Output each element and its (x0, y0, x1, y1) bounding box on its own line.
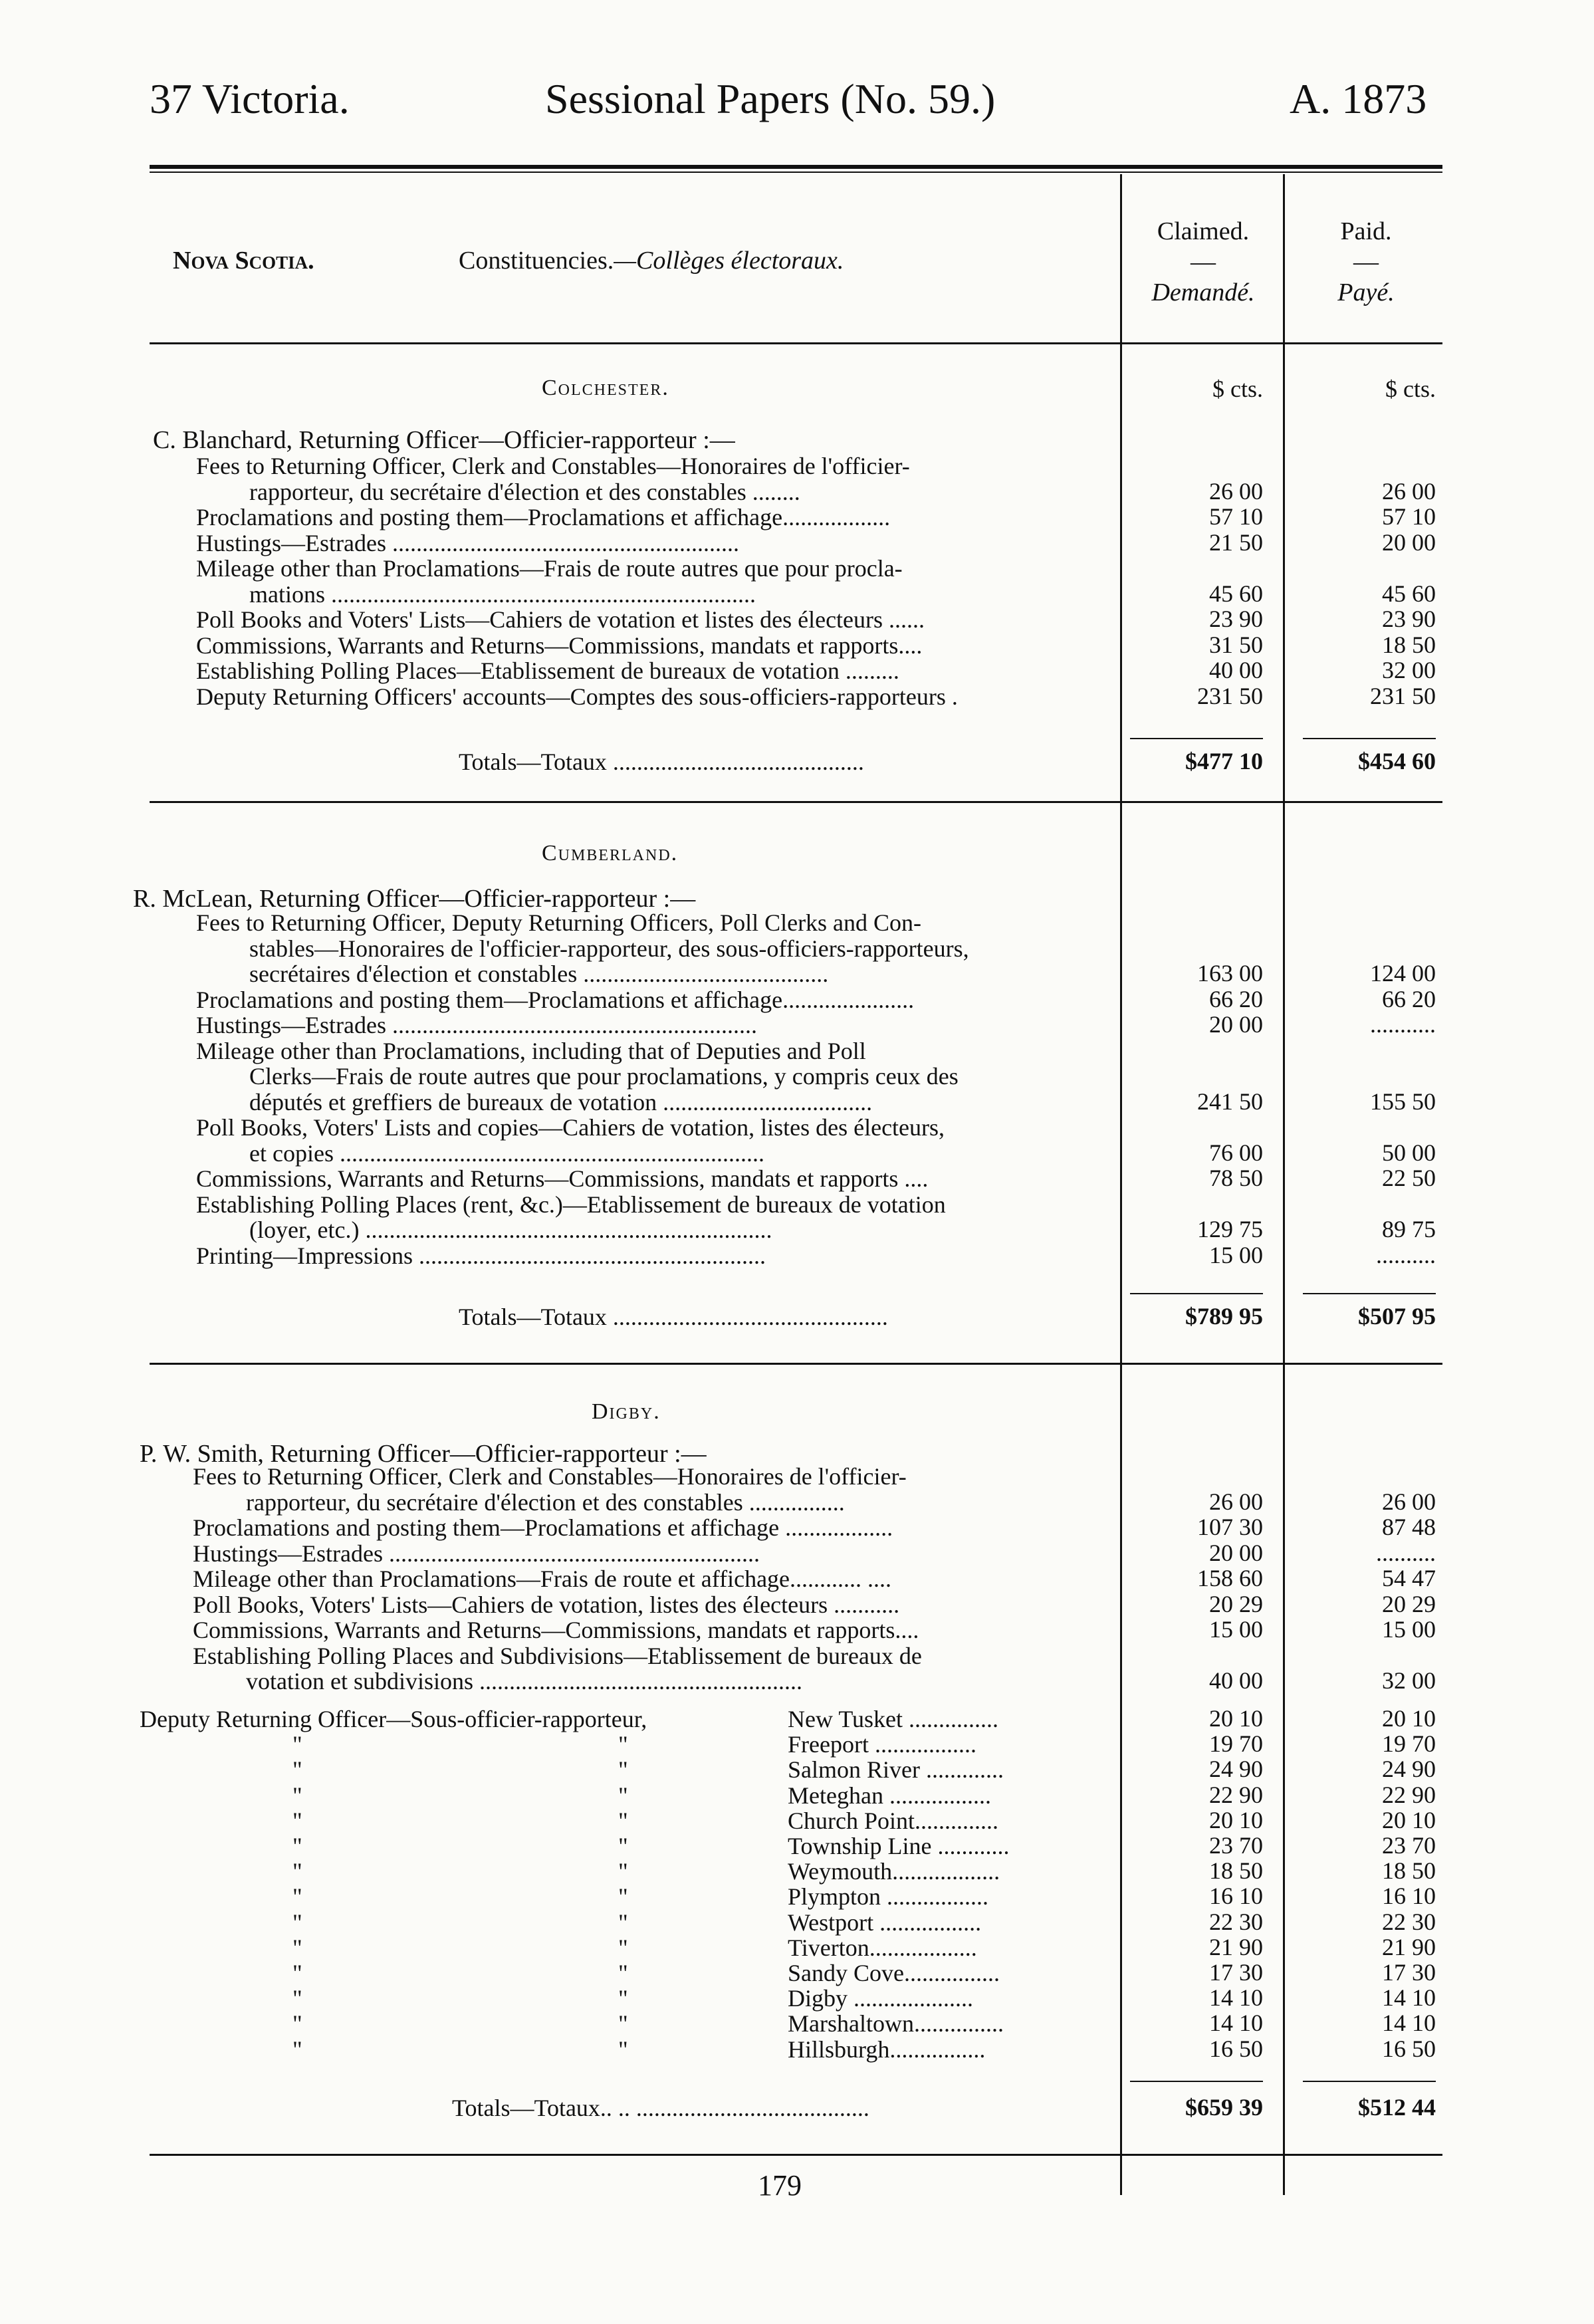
ditto-mark: " (618, 2010, 628, 2037)
deputy-claimed-amount: 16 50 (1209, 2035, 1263, 2062)
deputy-paid-amount: 23 70 (1382, 1832, 1436, 1859)
digby-item-text: Proclamations and posting them—Proclamations et affichage .................. (193, 1514, 893, 1541)
deputy-paid-amount: 20 10 (1382, 1705, 1436, 1732)
total-paid-cumberland: $507 95 (1358, 1303, 1436, 1330)
cumberland-paid-amount: 66 20 (1382, 985, 1436, 1012)
colchester-claimed-amount: 31 50 (1209, 631, 1263, 658)
ditto-mark: " (292, 1731, 302, 1758)
colchester-claimed-amount: 23 90 (1209, 606, 1263, 632)
total-claimed-colchester: $477 10 (1185, 748, 1263, 774)
total-paid-digby: $512 44 (1358, 2094, 1436, 2121)
cumberland-item-text: Fees to Returning Officer, Deputy Returning Officers, Poll Clerks and Con- (196, 909, 922, 936)
deputy-claimed-amount: 14 10 (1209, 2010, 1263, 2037)
colchester-item-text: Proclamations and posting them—Proclamations et affichage.................. (196, 504, 891, 530)
ditto-mark: " (292, 1756, 302, 1784)
deputy-claimed-amount: 18 50 (1209, 1857, 1263, 1885)
cumberland-paid-amount: 124 00 (1370, 960, 1436, 987)
cumberland-item-text: et copies ....................................................................... (249, 1139, 764, 1167)
deputy-officer-label: Deputy Returning Officer—Sous-officier-rapporteur, (140, 1706, 647, 1732)
header-title: Sessional Papers (No. 59.) (545, 75, 996, 122)
deputy-place-name: Marshaltown............... (788, 2010, 1004, 2037)
colchester-item-text: mations ....................................................................... (249, 580, 756, 608)
colchester-item-text: rapporteur, du secrétaire d'élection et des constables ........ (249, 478, 800, 505)
deputy-paid-amount: 18 50 (1382, 1857, 1436, 1885)
returning-officer-cumberland: R. McLean, Returning Officer—Officier-rapporteur :— (133, 885, 696, 913)
cumberland-item-text: Mileage other than Proclamations, including that of Deputies and Poll (196, 1037, 866, 1064)
ditto-mark: " (618, 1985, 628, 2012)
colchester-claimed-amount: 231 50 (1197, 682, 1263, 709)
cumberland-item-text: Hustings—Estrades ............................................................. (196, 1012, 757, 1038)
digby-item-text: votation et subdivisions ...................................................... (246, 1668, 802, 1694)
digby-paid-amount: 26 00 (1382, 1488, 1436, 1515)
cumberland-paid-amount: ........... (1370, 1011, 1436, 1038)
cumberland-claimed-amount: 78 50 (1209, 1165, 1263, 1191)
subtotal-rule (1303, 2081, 1436, 2082)
deputy-place-name: New Tusket ............... (788, 1706, 999, 1732)
digby-claimed-amount: 15 00 (1209, 1616, 1263, 1643)
deputy-claimed-amount: 16 10 (1209, 1883, 1263, 1910)
currency-unit-paid: $ cts. (1385, 376, 1436, 402)
ditto-mark: " (618, 2035, 628, 2063)
deputy-place-name: Tiverton.................. (788, 1934, 977, 1961)
constituencies-label: Constituencies.—Collèges électoraux. (459, 247, 844, 275)
ditto-mark: " (618, 1731, 628, 1758)
cumberland-paid-amount: 22 50 (1382, 1165, 1436, 1191)
colchester-claimed-amount: 26 00 (1209, 477, 1263, 505)
deputy-claimed-amount: 21 90 (1209, 1933, 1263, 1960)
deputy-claimed-amount: 22 30 (1209, 1908, 1263, 1935)
totals-label-colchester: Totals—Totaux .......................................... (459, 749, 864, 775)
subtotal-rule (1303, 1293, 1436, 1294)
deputy-paid-amount: 14 10 (1382, 1984, 1436, 2012)
colchester-item-text: Establishing Polling Places—Etablissement de bureaux de votation ......... (196, 657, 899, 684)
footer-rule (150, 2154, 1442, 2156)
cumberland-item-text: députés et greffiers de bureaux de votation ................................... (249, 1088, 873, 1115)
deputy-claimed-amount: 19 70 (1209, 1730, 1263, 1758)
total-claimed-digby: $659 39 (1185, 2094, 1263, 2121)
colchester-claimed-amount: 57 10 (1209, 503, 1263, 530)
colchester-paid-amount: 231 50 (1370, 682, 1436, 709)
colchester-item-text: Deputy Returning Officers' accounts—Comptes des sous-officiers-rapporteurs . (196, 683, 958, 710)
deputy-paid-amount: 17 30 (1382, 1959, 1436, 1986)
ditto-mark: " (618, 1960, 628, 1986)
colchester-claimed-amount: 21 50 (1209, 528, 1263, 556)
ditto-mark: " (618, 1909, 628, 1936)
section-title-cumberland: Cumberland. (542, 841, 679, 866)
table-header-rule (150, 342, 1442, 344)
colchester-claimed-amount: 40 00 (1209, 657, 1263, 683)
digby-paid-amount: 54 47 (1382, 1565, 1436, 1591)
ditto-mark: " (292, 1807, 302, 1834)
cumberland-item-text: Poll Books, Voters' Lists and copies—Cahiers de votation, listes des électeurs, (196, 1114, 945, 1141)
header-year: A. 1873 (1290, 75, 1427, 122)
cumberland-paid-amount: 155 50 (1370, 1088, 1436, 1115)
total-claimed-cumberland: $789 95 (1185, 1303, 1263, 1330)
deputy-place-name: Salmon River ............. (788, 1756, 1004, 1784)
deputy-place-name: Meteghan ................. (788, 1782, 991, 1809)
currency-unit-claimed: $ cts. (1212, 376, 1263, 402)
cumberland-claimed-amount: 66 20 (1209, 985, 1263, 1012)
cumberland-item-text: Clerks—Frais de route autres que pour proclamations, y compris ceux des (249, 1063, 959, 1090)
deputy-place-name: Sandy Cove................ (788, 1960, 1000, 1986)
column-divider-right (1283, 174, 1285, 2195)
digby-claimed-amount: 26 00 (1209, 1488, 1263, 1515)
colchester-paid-amount: 32 00 (1382, 657, 1436, 683)
section-rule (150, 1363, 1442, 1365)
cumberland-paid-amount: .......... (1376, 1241, 1436, 1268)
cumberland-claimed-amount: 241 50 (1197, 1088, 1263, 1115)
digby-paid-amount: 32 00 (1382, 1667, 1436, 1694)
totals-label-cumberland: Totals—Totaux .............................................. (459, 1304, 888, 1330)
cumberland-claimed-amount: 76 00 (1209, 1139, 1263, 1166)
digby-claimed-amount: 107 30 (1197, 1514, 1263, 1540)
digby-claimed-amount: 158 60 (1197, 1565, 1263, 1591)
ditto-mark: " (292, 1883, 302, 1911)
deputy-place-name: Weymouth.................. (788, 1858, 1000, 1885)
colchester-paid-amount: 20 00 (1382, 528, 1436, 556)
section-title-digby: Digby. (592, 1399, 661, 1424)
cumberland-claimed-amount: 129 75 (1197, 1216, 1263, 1242)
digby-item-text: Commissions, Warrants and Returns—Commissions, mandats et rapports.... (193, 1617, 919, 1643)
ditto-mark: " (292, 2035, 302, 2063)
ditto-mark: " (618, 1756, 628, 1784)
subtotal-rule (1130, 738, 1263, 739)
cumberland-item-text: secrétaires d'élection et constables ......................................... (249, 961, 829, 987)
colchester-item-text: Commissions, Warrants and Returns—Commissions, mandats et rapports.... (196, 632, 923, 659)
column-divider-left (1120, 174, 1122, 2195)
section-rule (150, 801, 1442, 803)
digby-item-text: Fees to Returning Officer, Clerk and Constables—Honoraires de l'officier- (193, 1463, 907, 1490)
cumberland-item-text: Printing—Impressions .......................................................... (196, 1242, 766, 1269)
colchester-item-text: Hustings—Estrades .......................................................... (196, 529, 739, 556)
ditto-mark: " (292, 1960, 302, 1986)
deputy-paid-amount: 16 10 (1382, 1883, 1436, 1910)
claimed-column-header: Claimed. — Demandé. (1151, 217, 1255, 306)
deputy-paid-amount: 22 90 (1382, 1781, 1436, 1808)
deputy-paid-amount: 21 90 (1382, 1933, 1436, 1960)
digby-item-text: Establishing Polling Places and Subdivisions—Etablissement de bureaux de (193, 1642, 922, 1669)
ditto-mark: " (292, 1909, 302, 1936)
cumberland-paid-amount: 89 75 (1382, 1216, 1436, 1242)
digby-paid-amount: .......... (1376, 1539, 1436, 1566)
ditto-mark: " (618, 1934, 628, 1961)
page-number: 179 (758, 2169, 802, 2202)
subtotal-rule (1303, 738, 1436, 739)
deputy-place-name: Hillsburgh................ (788, 2035, 986, 2063)
deputy-claimed-amount: 17 30 (1209, 1959, 1263, 1986)
cumberland-item-text: (loyer, etc.) .................................................................... (249, 1217, 772, 1243)
ditto-mark: " (618, 1807, 628, 1834)
colchester-item-text: Fees to Returning Officer, Clerk and Constables—Honoraires de l'officier- (196, 453, 910, 479)
ditto-mark: " (618, 1833, 628, 1859)
digby-item-text: Mileage other than Proclamations—Frais de route et affichage............ .... (193, 1566, 892, 1592)
cumberland-item-text: Proclamations and posting them—Proclamations et affichage...................... (196, 986, 915, 1013)
deputy-claimed-amount: 24 90 (1209, 1756, 1263, 1783)
deputy-place-name: Westport ................. (788, 1909, 982, 1936)
subtotal-rule (1130, 1293, 1263, 1294)
section-title-colchester: Colchester. (542, 376, 669, 400)
colchester-claimed-amount: 45 60 (1209, 580, 1263, 607)
digby-item-text: rapporteur, du secrétaire d'élection et des constables ................ (246, 1488, 845, 1516)
total-paid-colchester: $454 60 (1358, 748, 1436, 774)
cumberland-claimed-amount: 20 00 (1209, 1011, 1263, 1038)
returning-officer-digby: P. W. Smith, Returning Officer—Officier-rapporteur :— (140, 1440, 707, 1468)
subtotal-rule (1130, 2081, 1263, 2082)
deputy-place-name: Freeport ................. (788, 1731, 976, 1758)
header-volume: 37 Victoria. (150, 75, 350, 122)
header-rule-thin (150, 172, 1442, 173)
digby-paid-amount: 87 48 (1382, 1514, 1436, 1540)
deputy-claimed-amount: 22 90 (1209, 1781, 1263, 1808)
header-rule (150, 165, 1442, 169)
colchester-paid-amount: 18 50 (1382, 631, 1436, 658)
cumberland-item-text: stables—Honoraires de l'officier-rapporteur, des sous-officiers-rapporteurs, (249, 935, 969, 962)
ditto-mark: " (292, 1782, 302, 1809)
ditto-mark: " (292, 1833, 302, 1859)
colchester-item-text: Mileage other than Proclamations—Frais de route autres que pour procla- (196, 555, 903, 582)
ditto-mark: " (292, 1858, 302, 1885)
deputy-claimed-amount: 20 10 (1209, 1705, 1263, 1732)
ditto-mark: " (618, 1883, 628, 1911)
digby-item-text: Poll Books, Voters' Lists—Cahiers de votation, listes des électeurs ........... (193, 1591, 900, 1618)
cumberland-paid-amount: 50 00 (1382, 1139, 1436, 1166)
digby-claimed-amount: 20 29 (1209, 1590, 1263, 1617)
digby-paid-amount: 15 00 (1382, 1616, 1436, 1643)
cumberland-claimed-amount: 163 00 (1197, 960, 1263, 987)
deputy-paid-amount: 19 70 (1382, 1730, 1436, 1758)
colchester-paid-amount: 23 90 (1382, 606, 1436, 632)
digby-claimed-amount: 20 00 (1209, 1539, 1263, 1566)
deputy-paid-amount: 20 10 (1382, 1806, 1436, 1833)
colchester-paid-amount: 26 00 (1382, 477, 1436, 505)
cumberland-item-text: Commissions, Warrants and Returns—Commissions, mandats et rapports .... (196, 1165, 929, 1192)
deputy-place-name: Township Line ............ (788, 1833, 1010, 1859)
colchester-paid-amount: 45 60 (1382, 580, 1436, 607)
ditto-mark: " (618, 1782, 628, 1809)
deputy-claimed-amount: 23 70 (1209, 1832, 1263, 1859)
colchester-paid-amount: 57 10 (1382, 503, 1436, 530)
deputy-place-name: Plympton ................. (788, 1883, 989, 1911)
digby-paid-amount: 20 29 (1382, 1590, 1436, 1617)
deputy-paid-amount: 16 50 (1382, 2035, 1436, 2062)
paid-column-header: Paid. — Payé. (1337, 217, 1395, 306)
deputy-paid-amount: 24 90 (1382, 1756, 1436, 1783)
digby-claimed-amount: 40 00 (1209, 1667, 1263, 1694)
digby-item-text: Hustings—Estrades .............................................................. (193, 1540, 760, 1567)
ditto-mark: " (292, 1985, 302, 2012)
province-label: Nova Scotia. (173, 247, 314, 275)
deputy-claimed-amount: 14 10 (1209, 1984, 1263, 2012)
ditto-mark: " (292, 1934, 302, 1961)
colchester-item-text: Poll Books and Voters' Lists—Cahiers de votation et listes des électeurs ...... (196, 606, 925, 633)
cumberland-item-text: Establishing Polling Places (rent, &c.)—Etablissement de bureaux de votation (196, 1191, 946, 1218)
ditto-mark: " (618, 1858, 628, 1885)
deputy-paid-amount: 14 10 (1382, 2010, 1436, 2037)
deputy-paid-amount: 22 30 (1382, 1908, 1436, 1935)
deputy-claimed-amount: 20 10 (1209, 1806, 1263, 1833)
deputy-place-name: Digby .................... (788, 1985, 973, 2012)
ditto-mark: " (292, 2010, 302, 2037)
cumberland-claimed-amount: 15 00 (1209, 1241, 1263, 1268)
deputy-place-name: Church Point.............. (788, 1807, 999, 1834)
returning-officer-colchester: C. Blanchard, Returning Officer—Officier-rapporteur :— (153, 426, 735, 454)
totals-label-digby: Totals—Totaux.. .. ....................................... (452, 2095, 869, 2121)
